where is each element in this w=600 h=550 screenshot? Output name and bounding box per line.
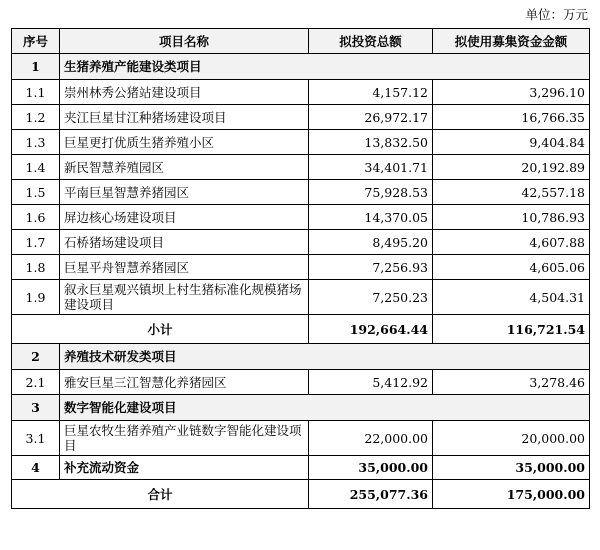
table-row [12,155,590,180]
section-row [12,395,590,421]
row-raise: 9,404.84 [433,130,590,155]
row-no: 1.2 [12,105,60,130]
header-total: 拟投资总额 [309,29,433,54]
section-name: 养殖技术研发类项目 [60,344,590,370]
row-total: 26,972.17 [309,105,433,130]
header-raise: 拟使用募集资金金额 [433,29,590,54]
row-total: 14,370.05 [309,205,433,230]
row-no: 1.8 [12,255,60,280]
row-name: 巨星农牧生猪养殖产业链数字智能化建设项目 [60,421,309,456]
subtotal-label: 小计 [12,315,309,344]
row-total: 22,000.00 [309,421,433,456]
row-raise: 20,192.89 [433,155,590,180]
table-row [12,180,590,205]
section-row [12,344,590,370]
row-name: 夹江巨星甘江种猪场建设项目 [60,105,309,130]
header-row [12,29,590,54]
row-total: 75,928.53 [309,180,433,205]
row-raise: 42,557.18 [433,180,590,205]
table-row [12,105,590,130]
header-name: 项目名称 [60,29,309,54]
section-no: 1 [12,54,60,80]
grand-total-total: 255,077.36 [309,480,433,509]
table-row [12,370,590,395]
grand-total-label: 合计 [12,480,309,509]
row-no: 2.1 [12,370,60,395]
row-no: 1.5 [12,180,60,205]
section-raise: 35,000.00 [433,456,590,480]
section-name: 数字智能化建设项目 [60,395,590,421]
row-total: 5,412.92 [309,370,433,395]
row-no: 1.4 [12,155,60,180]
table-row [12,205,590,230]
grand-total-raise: 175,000.00 [433,480,590,509]
row-name: 平南巨星智慧养猪园区 [60,180,309,205]
row-name: 石桥猪场建设项目 [60,230,309,255]
row-name: 新民智慧养殖园区 [60,155,309,180]
row-name: 叙永巨星观兴镇坝上村生猪标准化规模猪场建设项目 [60,280,309,315]
section-name: 生猪养殖产能建设类项目 [60,54,590,80]
row-raise: 4,607.88 [433,230,590,255]
row-total: 34,401.71 [309,155,433,180]
subtotal-total: 192,664.44 [309,315,433,344]
row-raise: 4,504.31 [433,280,590,315]
row-raise: 3,296.10 [433,80,590,105]
row-name: 巨星更打优质生猪养殖小区 [60,130,309,155]
investment-table [11,28,590,509]
row-no: 1.1 [12,80,60,105]
row-total: 7,250.23 [309,280,433,315]
section-no: 2 [12,344,60,370]
row-total: 13,832.50 [309,130,433,155]
section-name: 补充流动资金 [60,456,309,480]
row-no: 1.6 [12,205,60,230]
subtotal-raise: 116,721.54 [433,315,590,344]
row-name: 雅安巨星三江智慧化养猪园区 [60,370,309,395]
subtotal-row [12,315,590,344]
row-name: 巨星平舟智慧养猪园区 [60,255,309,280]
table-row [12,255,590,280]
row-raise: 16,766.35 [433,105,590,130]
row-total: 7,256.93 [309,255,433,280]
row-no: 1.7 [12,230,60,255]
row-total: 4,157.12 [309,80,433,105]
row-total: 8,495.20 [309,230,433,255]
table-row [12,280,590,315]
row-no: 1.3 [12,130,60,155]
section-row [12,54,590,80]
section-no: 3 [12,395,60,421]
grand-total-row [12,480,590,509]
row-raise: 10,786.93 [433,205,590,230]
section-no: 4 [12,456,60,480]
table-row [12,421,590,456]
section-total: 35,000.00 [309,456,433,480]
row-raise: 20,000.00 [433,421,590,456]
table-row [12,230,590,255]
row-name: 屏边核心场建设项目 [60,205,309,230]
row-no: 3.1 [12,421,60,456]
table-row [12,80,590,105]
header-no: 序号 [12,29,60,54]
section-row [12,456,590,480]
row-raise: 4,605.06 [433,255,590,280]
unit-label: 单位：万元 [525,7,588,22]
row-no: 1.9 [12,280,60,315]
table-row [12,130,590,155]
row-name: 崇州林秀公猪站建设项目 [60,80,309,105]
row-raise: 3,278.46 [433,370,590,395]
